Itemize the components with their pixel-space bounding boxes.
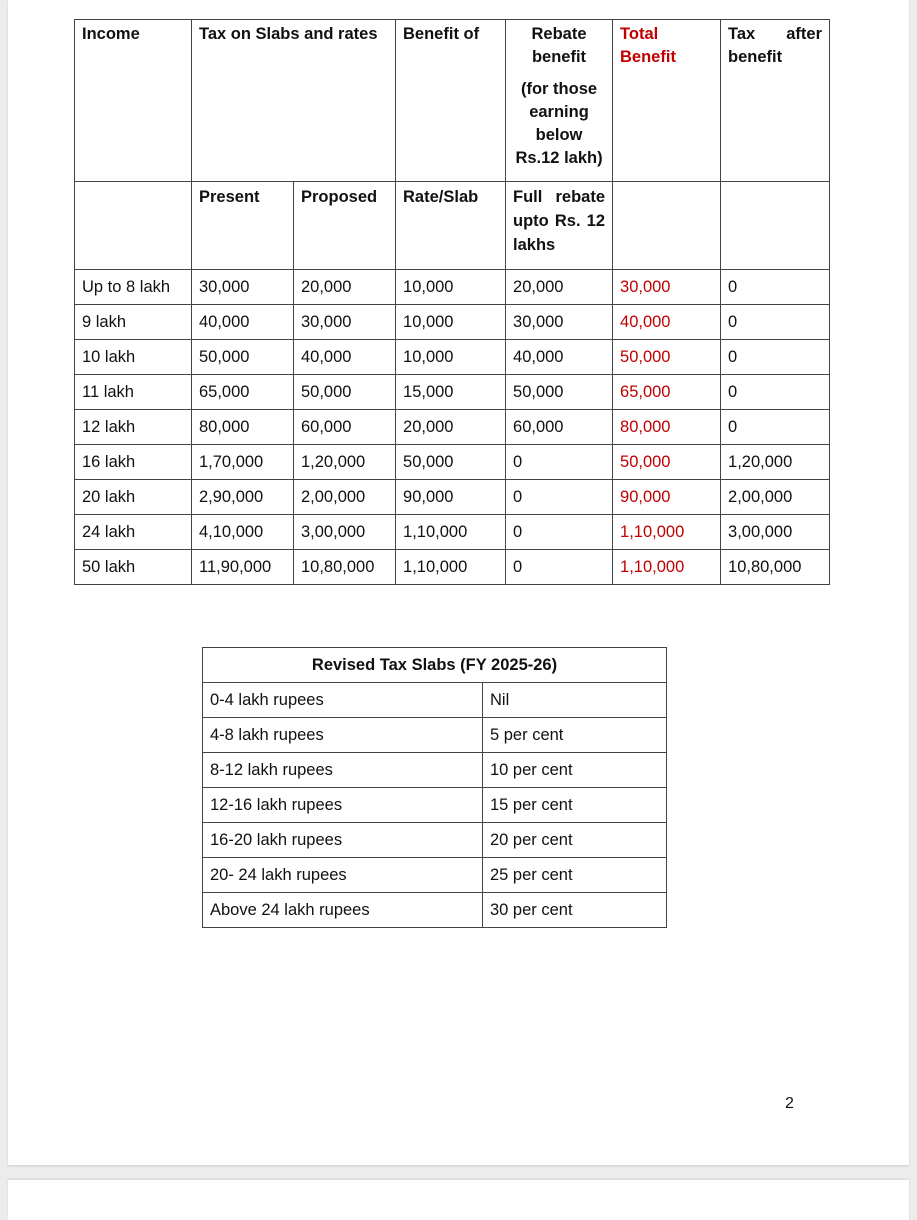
next-page-edge (8, 1180, 909, 1220)
rebate-cell: 50,000 (506, 375, 613, 410)
rate-slab-cell: 10,000 (396, 305, 506, 340)
present-cell: 4,10,000 (192, 515, 294, 550)
slab-rate-cell: 25 per cent (483, 858, 667, 893)
present-cell: 80,000 (192, 410, 294, 445)
subheader-empty (721, 182, 830, 270)
proposed-cell: 40,000 (294, 340, 396, 375)
present-cell: 1,70,000 (192, 445, 294, 480)
slab-table-title: Revised Tax Slabs (FY 2025-26) (203, 648, 667, 683)
slab-rate-cell: 5 per cent (483, 718, 667, 753)
rate-slab-cell: 1,10,000 (396, 515, 506, 550)
total-benefit-cell: 1,10,000 (613, 550, 721, 585)
table-row (75, 305, 830, 340)
header-income: Income (75, 20, 192, 182)
table-row (75, 340, 830, 375)
slab-range-cell: 8-12 lakh rupees (203, 753, 483, 788)
tax-after-cell: 3,00,000 (721, 515, 830, 550)
header-tax-on-slabs: Tax on Slabs and rates (192, 20, 396, 182)
slab-range-cell: 16-20 lakh rupees (203, 823, 483, 858)
rate-slab-cell: 90,000 (396, 480, 506, 515)
tax-after-cell: 0 (721, 410, 830, 445)
slab-range-cell: 0-4 lakh rupees (203, 683, 483, 718)
present-cell: 11,90,000 (192, 550, 294, 585)
rebate-cell: 0 (506, 480, 613, 515)
table-row (75, 515, 830, 550)
present-cell: 40,000 (192, 305, 294, 340)
subheader-row (75, 182, 830, 270)
header-row (75, 20, 830, 182)
subheader-empty (613, 182, 721, 270)
table-row (75, 480, 830, 515)
proposed-cell: 1,20,000 (294, 445, 396, 480)
total-benefit-cell: 1,10,000 (613, 515, 721, 550)
tax-benefit-table (74, 19, 830, 585)
rebate-cell: 60,000 (506, 410, 613, 445)
total-benefit-cell: 50,000 (613, 340, 721, 375)
slab-range-cell: Above 24 lakh rupees (203, 893, 483, 928)
total-benefit-cell: 65,000 (613, 375, 721, 410)
income-cell: 20 lakh (75, 480, 192, 515)
table-row (75, 270, 830, 305)
revised-tax-slabs-table (202, 647, 667, 928)
header-rebate-benefit (506, 20, 613, 182)
rate-slab-cell: 1,10,000 (396, 550, 506, 585)
slab-row (203, 823, 667, 858)
proposed-cell: 3,00,000 (294, 515, 396, 550)
present-cell: 2,90,000 (192, 480, 294, 515)
rebate-cell: 0 (506, 445, 613, 480)
header-total-benefit: Total Benefit (613, 20, 721, 182)
rate-slab-cell: 10,000 (396, 270, 506, 305)
total-benefit-cell: 80,000 (613, 410, 721, 445)
income-cell: 50 lakh (75, 550, 192, 585)
income-cell: 11 lakh (75, 375, 192, 410)
slab-title-row (203, 648, 667, 683)
proposed-cell: 60,000 (294, 410, 396, 445)
table-row (75, 445, 830, 480)
income-cell: Up to 8 lakh (75, 270, 192, 305)
proposed-cell: 20,000 (294, 270, 396, 305)
slab-row (203, 858, 667, 893)
tax-after-cell: 2,00,000 (721, 480, 830, 515)
total-benefit-cell: 90,000 (613, 480, 721, 515)
page-number: 2 (785, 1095, 794, 1112)
tax-after-cell: 1,20,000 (721, 445, 830, 480)
table-row (75, 375, 830, 410)
subheader-empty (75, 182, 192, 270)
rate-slab-cell: 10,000 (396, 340, 506, 375)
tax-after-cell: 0 (721, 375, 830, 410)
total-benefit-cell: 30,000 (613, 270, 721, 305)
rebate-benefit-label: Rebate benefit (531, 25, 587, 66)
rate-slab-cell: 20,000 (396, 410, 506, 445)
income-cell: 16 lakh (75, 445, 192, 480)
slab-rate-cell: 20 per cent (483, 823, 667, 858)
subheader-present: Present (192, 182, 294, 270)
tax-after-cell: 0 (721, 305, 830, 340)
income-cell: 9 lakh (75, 305, 192, 340)
tax-after-cell: 0 (721, 340, 830, 375)
slab-rate-cell: 30 per cent (483, 893, 667, 928)
present-cell: 65,000 (192, 375, 294, 410)
slab-row (203, 718, 667, 753)
subheader-proposed: Proposed (294, 182, 396, 270)
proposed-cell: 50,000 (294, 375, 396, 410)
table-row (75, 550, 830, 585)
proposed-cell: 2,00,000 (294, 480, 396, 515)
slab-rate-cell: 10 per cent (483, 753, 667, 788)
tax-after-cell: 0 (721, 270, 830, 305)
total-benefit-cell: 50,000 (613, 445, 721, 480)
income-cell: 12 lakh (75, 410, 192, 445)
rebate-cell: 40,000 (506, 340, 613, 375)
slab-row (203, 893, 667, 928)
subheader-full-rebate: Full rebate upto Rs. 12 lakhs (506, 182, 613, 270)
tax-after-cell: 10,80,000 (721, 550, 830, 585)
present-cell: 30,000 (192, 270, 294, 305)
header-tax-after-benefit: Tax after benefit (721, 20, 830, 182)
rate-slab-cell: 50,000 (396, 445, 506, 480)
income-cell: 24 lakh (75, 515, 192, 550)
slab-rate-cell: Nil (483, 683, 667, 718)
rebate-cell: 0 (506, 550, 613, 585)
slab-rate-cell: 15 per cent (483, 788, 667, 823)
rate-slab-cell: 15,000 (396, 375, 506, 410)
slab-range-cell: 20- 24 lakh rupees (203, 858, 483, 893)
slab-row (203, 753, 667, 788)
proposed-cell: 10,80,000 (294, 550, 396, 585)
rebate-cell: 20,000 (506, 270, 613, 305)
proposed-cell: 30,000 (294, 305, 396, 340)
header-benefit-of: Benefit of (396, 20, 506, 182)
rebate-note: (for those earning below Rs.12 lakh) (515, 80, 603, 167)
income-cell: 10 lakh (75, 340, 192, 375)
rebate-cell: 30,000 (506, 305, 613, 340)
total-benefit-cell: 40,000 (613, 305, 721, 340)
slab-row (203, 683, 667, 718)
slab-range-cell: 12-16 lakh rupees (203, 788, 483, 823)
subheader-rate-slab: Rate/Slab (396, 182, 506, 270)
rebate-cell: 0 (506, 515, 613, 550)
table-row (75, 410, 830, 445)
present-cell: 50,000 (192, 340, 294, 375)
slab-row (203, 788, 667, 823)
slab-range-cell: 4-8 lakh rupees (203, 718, 483, 753)
